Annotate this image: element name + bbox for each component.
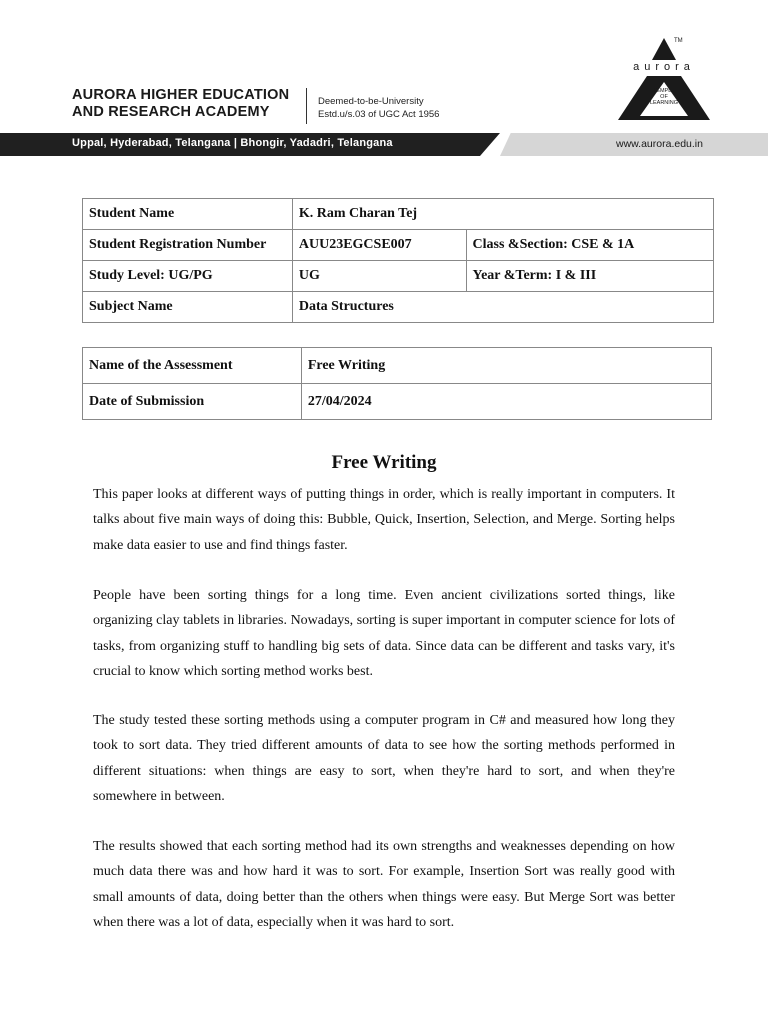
document-title: Free Writing xyxy=(331,452,437,473)
class-section: Class &Section: CSE & 1A xyxy=(466,230,713,261)
paragraph: People have been sorting things for a long time. Even ancient civilizations sorted things, like organizing clay tablets in libraries. Nowadays, sorting is super important in computer science for lots of tasks, from organizing stuff to handling big sets of data. Since data can be different and tasks vary, it's crucial to know which sorting method works best. xyxy=(93,588,675,679)
year-term: Year &Term: I & III xyxy=(466,261,713,292)
logo-tagline-2: OF xyxy=(660,94,668,100)
table-row xyxy=(83,261,714,292)
logo-tm: TM xyxy=(674,38,683,44)
registration-label: Student Registration Number xyxy=(83,230,293,261)
study-level-value: UG xyxy=(292,261,466,292)
registration-value: AUU23EGCSE007 xyxy=(292,230,466,261)
logo-tagline-1: TEMPLE xyxy=(652,88,676,94)
website-link[interactable]: www.aurora.edu.in xyxy=(616,138,703,150)
student-details-table xyxy=(82,198,714,323)
student-name-label: Student Name xyxy=(83,199,293,230)
student-name-value: K. Ram Charan Tej xyxy=(292,199,713,230)
subject-value: Data Structures xyxy=(292,292,713,323)
assessment-label: Name of the Assessment xyxy=(83,348,302,384)
logo-tagline-3: LEARNING xyxy=(649,100,679,106)
institution-name-line-2: AND RESEARCH ACADEMY xyxy=(72,104,270,120)
institution-name xyxy=(72,87,312,121)
institution-name-line-1: AURORA HIGHER EDUCATION xyxy=(72,87,290,103)
paragraph: This paper looks at different ways of putting things in order, which is really important in computers. It talks about five main ways of doing this: Bubble, Quick, Insertion, Selection, and Merge. Sorting helps make data easier to use and find things faster. xyxy=(93,487,675,553)
study-level-label: Study Level: UG/PG xyxy=(83,261,293,292)
assessment-table xyxy=(82,347,712,420)
status-line-1: Deemed-to-be-University xyxy=(318,96,424,107)
subject-label: Subject Name xyxy=(83,292,293,323)
assessment-value: Free Writing xyxy=(301,348,711,384)
table-row xyxy=(83,384,712,420)
table-row xyxy=(83,230,714,261)
status-line-2: Estd.u/s.03 of UGC Act 1956 xyxy=(318,109,440,120)
institution-status xyxy=(318,95,439,121)
table-row xyxy=(83,292,714,323)
paragraph: The study tested these sorting methods using a computer program in C# and measured how long they took to sort data. They tried different amounts of data to see how the sorting methods performed in different situations: when things are easy to sort, when they're hard to sort, and when they're somewhere in between. xyxy=(93,713,675,804)
aurora-logo-icon xyxy=(612,34,716,124)
logo-name: aurora xyxy=(633,61,695,73)
submission-value: 27/04/2024 xyxy=(301,384,711,420)
header-divider xyxy=(306,88,307,124)
submission-label: Date of Submission xyxy=(83,384,302,420)
table-row xyxy=(83,199,714,230)
table-row xyxy=(83,348,712,384)
campus-locations: Uppal, Hyderabad, Telangana | Bhongir, Yadadri, Telangana xyxy=(72,137,393,149)
paragraph: The results showed that each sorting method had its own strengths and weaknesses depending on how much data there was and how hard it was to sort. For example, Insertion Sort was really good with small amounts of data, doing better than the others when things were easy. But Merge Sort was better when there was a lot of data, especially when it was hard to sort. xyxy=(93,839,675,930)
